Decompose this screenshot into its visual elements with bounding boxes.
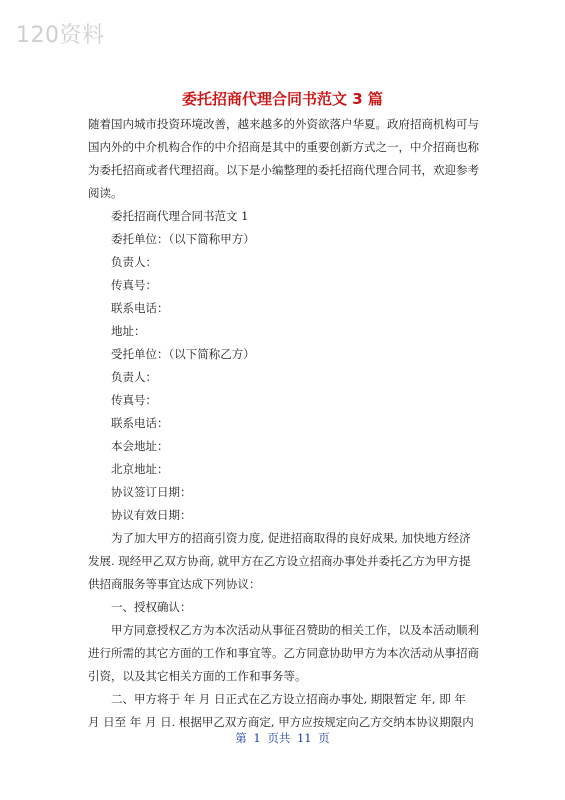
agent-beijing-address-label: 北京地址： (111, 462, 169, 476)
agent-fax-label: 传真号： (111, 393, 157, 407)
agent-phone-label: 联系电话： (111, 416, 169, 430)
section1-heading: 一、授权确认： (111, 600, 192, 614)
document-body (88, 113, 480, 734)
client-fax-label: 传真号： (111, 278, 157, 292)
valid-date-label: 协议有效日期： (111, 508, 192, 522)
section2-body: 二、甲方将于 年 月 日正式在乙方设立招商办事处, 期限暂定 年, 即 年 月 日至 年 月 日. 根据甲乙双方商定, 甲方应按规定向乙方交纳本协议期限内 (88, 692, 474, 729)
intro-paragraph: 随着国内城市投资环境改善，越来越多的外资欲落户华夏。政府招商机构可与国内外的中介机构合作的中介招商是其中的重要创新方式之一，中介招商也称为委托招商或者代理招商。以下是小编整理的委托招商代理合同书，欢迎参考阅读。 (88, 117, 479, 200)
sample-heading: 委托招商代理合同书范文 1 (111, 209, 249, 223)
client-responsible-label: 负责人： (111, 255, 157, 269)
agent-responsible-label: 负责人： (111, 370, 157, 384)
purpose-paragraph: 为了加大甲方的招商引资力度, 促进招商取得的良好成果, 加快地方经济发展. 现经甲乙双方协商, 就甲方在乙方设立招商办事处并委托乙方为甲方提供招商服务等事宜达成下列协议： (88, 531, 471, 591)
agent-local-address-label: 本会地址： (111, 439, 169, 453)
section1-body: 甲方同意授权乙方为本次活动从事征召赞助的相关工作，以及本活动顺利进行所需的其它方面的工作和事宜等。乙方同意协助甲方为本次活动从事招商引资，以及其它相关方面的工作和事务等。 (88, 623, 479, 683)
client-unit-label: 委托单位：（以下简称甲方） (111, 232, 255, 246)
client-phone-label: 联系电话： (111, 301, 169, 315)
agent-unit-label: 受托单位：（以下简称乙方） (111, 347, 255, 361)
page-indicator: 第 1 页共 11 页 (235, 731, 330, 745)
document-title: 委托招商代理合同书范文 3 篇 (182, 90, 383, 108)
client-address-label: 地址： (111, 324, 146, 338)
sign-date-label: 协议签订日期： (111, 485, 192, 499)
watermark-logo: 120资料 (16, 23, 105, 48)
